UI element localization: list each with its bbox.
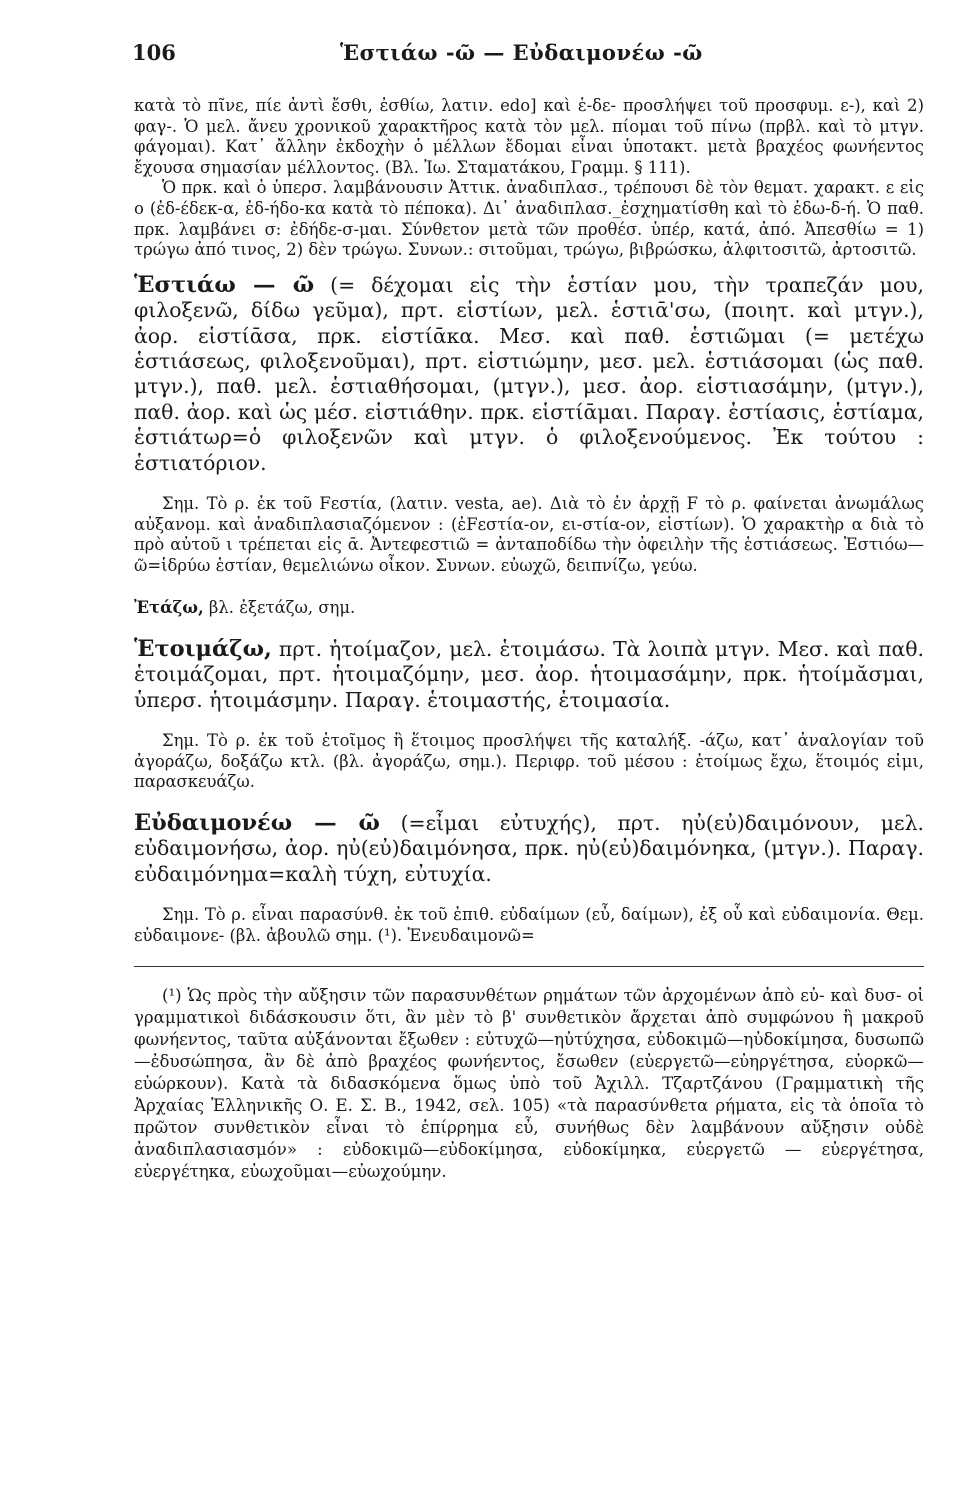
spacer <box>134 887 924 905</box>
entry-headword: Ἑστιάω — ῶ <box>134 271 315 298</box>
dictionary-entry <box>134 811 924 887</box>
page-body <box>134 96 924 1183</box>
running-head <box>132 40 923 70</box>
running-title: Ἑστιάω -ῶ — Εὐδαιμονέω -ῶ <box>340 40 703 65</box>
spacer <box>134 713 924 731</box>
entry-text: κατὰ τὸ πῖνε, πίε ἀντὶ ἔσθι, ἐσθίω, λατιν. edo] καὶ ἑ-δε- προσλήψει τοῦ προσφυμ. ε-), καὶ 2) φαγ-. Ὁ μελ. ἄνευ χρονικοῦ χαρακτῆρος κατὰ τὸν μελ. πίομαι τοῦ πίνω (πρβλ. καὶ τὸ μτγν. φάγομαι). Κατ᾽ ἄλλην ἐκδοχὴν ὁ μέλλων ἔδομαι εἶναι ὑποτακτ. μετὰ βραχέος φωνήεντος ἔχουσα σημασίαν μέλλοντος. (Βλ. Ἰω. Σταματάκου, Γραμμ. § 111). <box>134 96 924 177</box>
entry-text: Σημ. Τὸ ρ. ἐκ τοῦ Fεστία, (λατιν. vesta, ae). Διὰ τὸ ἐν ἀρχῇ F τὸ ρ. φαίνεται ἀνωμάλως αὐξανομ. καὶ ἀναδιπλασιαζόμενον : (ἐFεστία-ον, ει-στία-ον, εἱστίων). Ὁ χαρακτὴρ α διὰ τὸ πρὸ αὐτοῦ ι τρέπεται εἰς ᾱ. Ἀντεφεστιῶ = ἀνταποδίδω τὴν ὀφειλὴν τῆς ἑστιάσεως. Ἑστιόω—ῶ=ἱδρύω ἑστίαν, θεμελιώνω οἶκον. Συνων. εὐωχῶ, δειπνίζω, γεύω. <box>134 494 924 575</box>
dictionary-entry <box>134 598 924 619</box>
entry-text: (= δέχομαι εἰς τὴν ἑστίαν μου, τὴν τραπεζάν μου, φιλοξενῶ, δίδω γεῦμα), πρτ. εἱστίων, μελ. ἑστιᾱ'σω, (ποιητ. καὶ μτγν.), ἀορ. εἱστίᾱσα, πρκ. εἱστίᾱκα. Μεσ. καὶ παθ. ἑστιῶμαι (= μετέχω ἑστιάσεως, φιλοξενοῦμαι), πρτ. εἱστιώμην, μεσ. μελ. ἑστιάσομαι (ὡς παθ. μτγν.), παθ. μελ. ἑστιαθήσομαι, (μτγν.), μεσ. ἀορ. εἱστιασάμην, (μτγν.), παθ. ἀορ. καὶ ὡς μέσ. εἱστιάθην. πρκ. εἱστίᾱμαι. Παραγ. ἑστίασις, ἑστίαμα, ἑστιάτωρ=ὁ φιλοξενῶν καὶ μτγν. ὁ φιλοξενούμενος. Ἐκ τούτου : ἑστιατόριον. <box>134 272 924 475</box>
entry-text: Σημ. Τὸ ρ. ἐκ τοῦ ἑτοῖμος ἢ ἕτοιμος προσλήψει τῆς καταλήξ. -άζω, κατ᾽ ἀναλογίαν τοῦ ἀγοράζω, δοξάζω κτλ. (βλ. ἀγοράζω, σημ.). Περιφρ. τοῦ μέσου : ἑτοίμως ἔχω, ἕτοιμός εἰμι, παρασκευάζω. <box>134 731 924 792</box>
entry-text: Σημ. Τὸ ρ. εἶναι παρασύνθ. ἐκ τοῦ ἐπιθ. εὐδαίμων (εὖ, δαίμων), ἐξ οὗ καὶ εὐδαιμονία. Θεμ. εὐδαιμονε- (βλ. ἀβουλῶ σημ. (¹). Ἐνευδαιμονῶ= <box>134 905 924 945</box>
spacer <box>134 793 924 811</box>
entry-text: πρτ. ἡτοίμαζον, μελ. ἑτοιμάσω. Τὰ λοιπὰ μτγν. Μεσ. καὶ παθ. ἑτοιμάζομαι, πρτ. ἡτοιμαζόμην, μεσ. ἀορ. ἡτοιμασάμην, πρκ. ἡτοίμᾰσμαι, ὑπερσ. ἡτοιμάσμην. Παραγ. ἑτοιμαστής, ἑτοιμασία. <box>134 636 924 712</box>
entry-text: βλ. ἐξετάζω, σημ. <box>203 598 356 618</box>
entry-text: Ὁ πρκ. καὶ ὁ ὑπερσ. λαμβάνουσιν Ἀττικ. ἀναδιπλασ., τρέπουσι δὲ τὸν θεματ. χαρακτ. ε εἰς ο (ἐδ-έδεκ-α, ἐδ-ήδο-κα κατὰ τὸ πέποκα). Δι᾽ ἀναδιπλασ._ἐσχηματίσθη καὶ τὸ ἐδω-δ-ή. Ὁ παθ. πρκ. λαμβάνει σ: ἐδήδε-σ-μαι. Σύνθετον μετὰ τῶν προθέσ. ὑπέρ, κατά, ἀπό. Ἀπεσθίω = 1) τρώγω ἀπό τινος, 2) δὲν τρώγω. Συνων.: σιτοῦμαι, τρώγω, βιβρώσκω, ἀλφιτοσιτῶ, ἀρτοσιτῶ. <box>134 178 924 260</box>
entry-paragraph <box>134 494 924 576</box>
dictionary-entry <box>134 273 924 476</box>
entry-headword: Ἐτάζω, <box>134 598 204 618</box>
entry-paragraph <box>134 905 924 946</box>
entry-paragraph <box>134 178 924 260</box>
entry-headword: Ἑτοιμάζω, <box>134 635 272 662</box>
spacer <box>134 576 924 598</box>
footnote: (¹) Ὡς πρὸς τὴν αὔξησιν τῶν παρασυνθέτων ρημάτων τῶν ἀρχομένων ἀπὸ εὐ- καὶ δυσ- οἱ γραμματικοὶ διδάσκουσιν ὅτι, ἂν μὲν τὸ β' συνθετικὸν ἄρχεται ἀπὸ συμφώνου ἢ μακροῦ φωνήεντος, ταῦτα αὐξάνονται ἔξωθεν : εὐτυχῶ—ηὐτύχησα, εὐδοκιμῶ—ηὐδοκίμησα, δυσωπῶ—ἐδυσώπησα, ἂν δὲ ἀπὸ βραχέος φωνήεντος, ἔσωθεν (εὐεργετῶ—εὐηργέτησα, εὐορκῶ—εὐώρκουν). Κατὰ τὰ διδασκόμενα ὅμως ὑπὸ τοῦ Ἀχιλλ. Τζαρτζάνου (Γραμματικὴ τῆς Ἀρχαίας Ἑλληνικῆς Ο. Ε. Σ. Β., 1942, σελ. 105) «τὰ παρασύνθετα ρήματα, εἰς τὰ ὁποῖα τὸ πρῶτον συνθετικὸν εἶναι τὸ ἐπίρρημα εὖ, συνήθως δὲν λαμβάνουν αὔξησιν οὐδὲ ἀναδιπλασιασμόν» : εὐδοκιμῶ—εὐδοκίμησα, εὐδοκίμηκα, εὐεργετῶ — εὐεργέτησα, εὐεργέτηκα, εὐωχοῦμαι—εὐωχούμην. <box>134 986 924 1182</box>
entry-paragraph <box>134 731 924 793</box>
entry-paragraph <box>134 96 924 178</box>
spacer <box>134 476 924 494</box>
dictionary-entry <box>134 637 924 713</box>
page-number: 106 <box>132 40 176 65</box>
spacer <box>134 619 924 637</box>
entry-headword: Εὐδαιμονέω — ῶ <box>134 809 380 836</box>
entry-text: (=εἶμαι εὐτυχής), πρτ. ηὐ(εὐ)δαιμόνουν, μελ. εὐδαιμονήσω, ἀορ. ηὐ(εὐ)δαιμόνησα, πρκ. ηὐ(εὐ)δαιμόνηκα, (μτγν.). Παραγ. εὐδαιμόνημα=καλὴ τύχη, εὐτυχία. <box>134 810 924 886</box>
